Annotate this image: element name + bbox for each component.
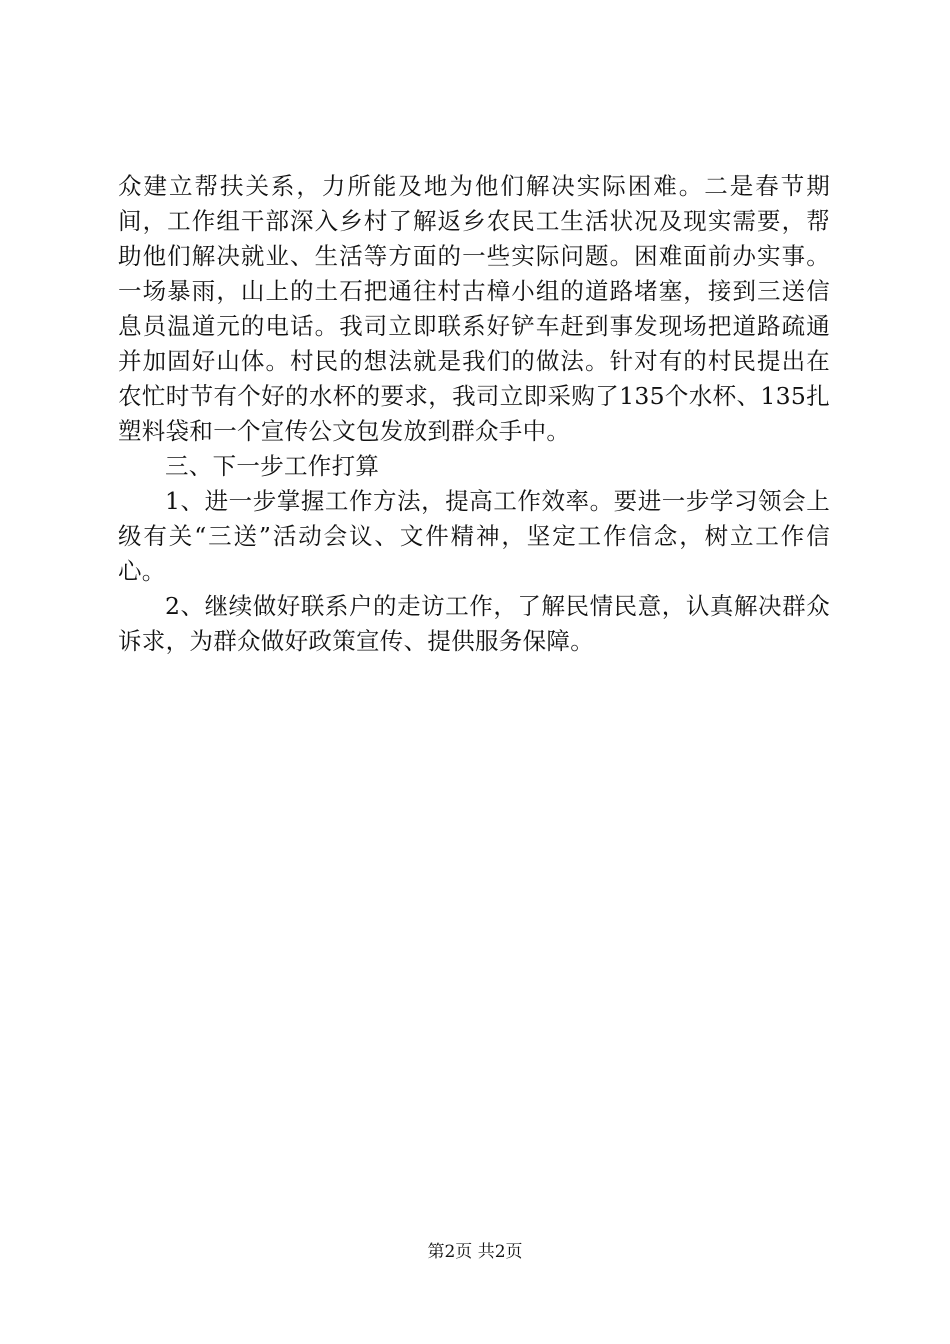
document-body (118, 169, 830, 659)
paragraph-continued-text: 众建立帮扶关系，力所能及地为他们解决实际困难。二是春节期间，工作组干部深入乡村了解返乡农民工生活状况及现实需要，帮助他们解决就业、生活等方面的一些实际问题。困难面前办实事。一场暴雨，山上的土石把通往村古樟小组的道路堵塞，接到三送信息员温道元的电话。我司立即联系好铲车赶到事发现场把道路疏通并加固好山体。村民的想法就是我们的做法。针对有的村民提出在农忙时节有个好的水杯的要求，我司立即采购了135个水杯、135扎塑料袋和一个宣传公文包发放到群众手中。 (118, 172, 830, 445)
paragraph-item-1: 1、进一步掌握工作方法，提高工作效率。要进一步学习领会上级有关“三送”活动会议、文件精神，坚定工作信念，树立工作信心。 (118, 487, 830, 585)
section-heading-next-steps: 三、下一步工作打算 (165, 452, 380, 480)
page-footer (0, 1241, 950, 1263)
page-number-label: 第2页 共2页 (427, 1242, 523, 1262)
paragraph-item-2: 2、继续做好联系户的走访工作，了解民情民意，认真解决群众诉求，为群众做好政策宣传、提供服务保障。 (118, 592, 830, 655)
